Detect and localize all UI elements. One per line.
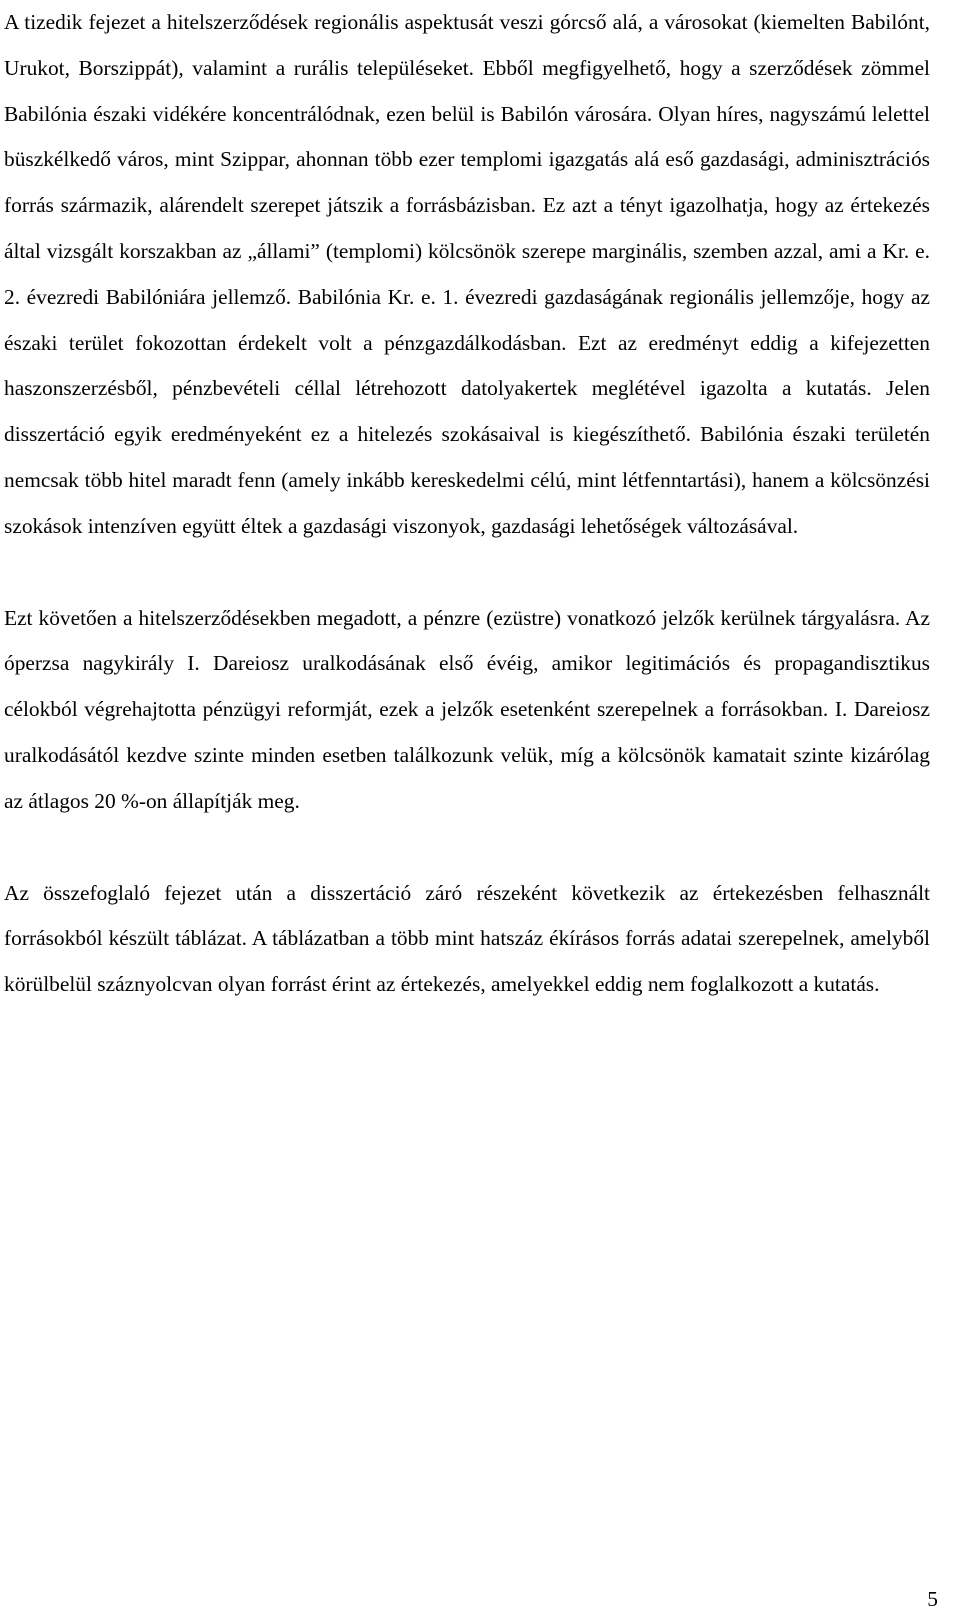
document-page — [4, 0, 930, 1008]
paragraph-money-attributes: Ezt követően a hitelszerződésekben megadott, a pénzre (ezüstre) vonatkozó jelzők kerülnek tárgyalásra. Az óperzsa nagykirály I. Dareiosz uralkodásának első évéig, amikor legitimációs és propagandisztikus célokból végrehajtotta pénzügyi reformját, ezek a jelzők esetenként szerepelnek a forrásokban. I. Dareiosz uralkodásától kezdve szinte minden esetben találkozunk velük, míg a kölcsönök kamatait szinte kizárólag az átlagos 20 %-on állapítják meg. — [4, 605, 930, 813]
page-number: 5 — [927, 1587, 938, 1611]
paragraph-regional-aspects: A tizedik fejezet a hitelszerződések regionális aspektusát veszi górcső alá, a városokat (kiemelten Babilónt, Urukot, Borszippát), valamint a rurális településeket. Ebből megfigyelhető, hogy a szerződések zömmel Babilónia északi vidékére koncentrálódnak, ezen belül is Babilón városára. Olyan híres, nagyszámú lelettel büszkélkedő város, mint Szippar, ahonnan több ezer templomi igazgatás alá eső gazdasági, adminisztrációs forrás származik, alárendelt szerepet játszik a forrásbázisban. Ez azt a tényt igazolhatja, hogy az értekezés által vizsgált korszakban az „állami” (templomi) kölcsönök szerepe marginális, szemben azzal, ami a Kr. e. 2. évezredi Babilóniára jellemző. Babilónia Kr. e. 1. évezredi gazdaságának regionális jellemzője, hogy az északi terület fokozottan érdekelt volt a pénzgazdálkodásban. Ezt az eredményt eddig a kifejezetten haszonszerzésből, pénzbevételi céllal létrehozott datolyakertek meglétével igazolta a kutatás. Jelen disszertáció egyik eredményeként ez a hitelezés szokásaival is kiegészíthető. Babilónia északi területén nemcsak több hitel maradt fenn (amely inkább kereskedelmi célú, mint létfenntartási), hanem a kölcsönzési szokások intenzíven együtt éltek a gazdasági viszonyok, gazdasági lehetőségek változásával. — [4, 10, 930, 538]
paragraph-summary-table: Az összefoglaló fejezet után a disszertáció záró részeként következik az értekezésben felhasznált forrásokból készült táblázat. A táblázatban a több mint hatszáz ékírásos forrás adatai szerepelnek, amelyből körülbelül száznyolcvan olyan forrást érint az értekezés, amelyekkel eddig nem foglalkozott a kutatás. — [4, 880, 930, 997]
